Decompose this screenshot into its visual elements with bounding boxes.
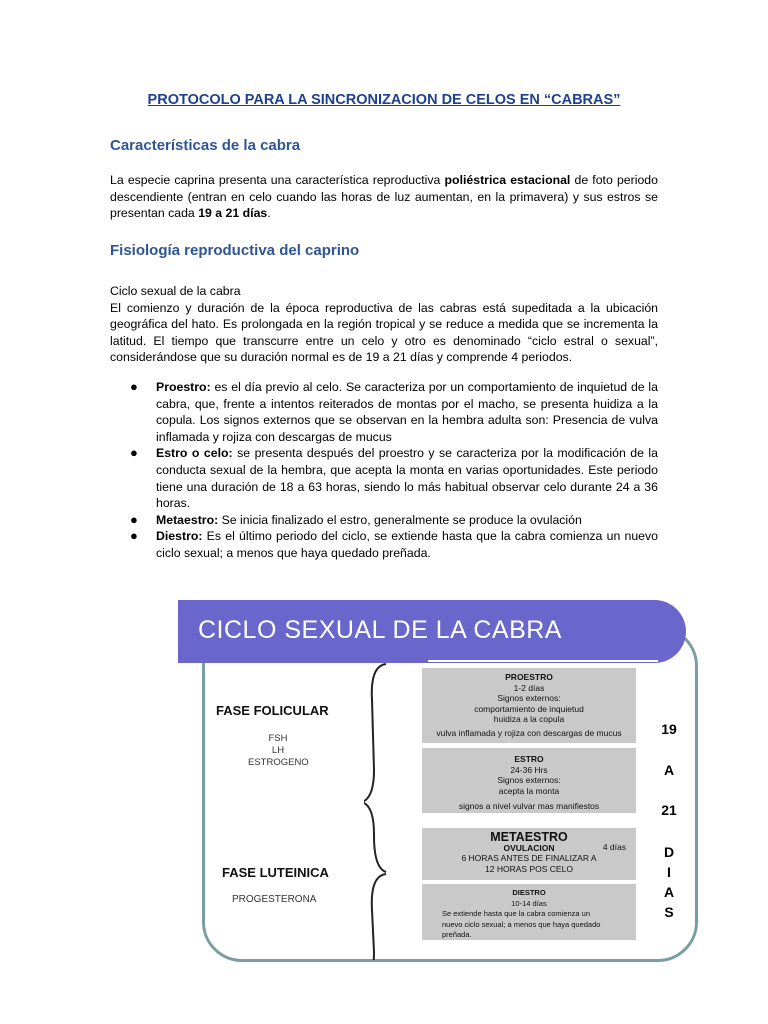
proestro-line: vulva inflamada y rojiza con descargas de mucus	[436, 727, 622, 738]
list-item	[110, 379, 658, 445]
bullet-text: Es el último periodo del ciclo, se extiende hasta que la cabra comienza un nuevo ciclo sexual; a menos que haya quedado preñada.	[156, 529, 658, 560]
subheading-ciclo: Ciclo sexual de la cabra	[110, 284, 241, 298]
text-run: .	[267, 206, 271, 221]
bullet-icon: ●	[130, 528, 138, 544]
banner-underline	[428, 660, 658, 662]
text-run: La especie caprina presenta una característica reproductiva	[110, 173, 445, 187]
metaestro-line: 12 HORAS POS CELO	[485, 863, 573, 874]
document-title: PROTOCOLO PARA LA SINCRONIZACION DE CELOS EN “CABRAS”	[147, 92, 621, 108]
bold-text: 19 a 21 días	[198, 206, 268, 221]
brace-icon	[364, 660, 404, 960]
metaestro-line: OVULACION	[503, 842, 555, 853]
text-run: de foto periodo descendiente (entran en celo cuando las horas de luz aumentan, en la primavera) y sus estros se presentan cada	[110, 173, 658, 221]
estro-line: signos a nivel vulvar mas manifiestos	[458, 801, 600, 811]
cycle-diagram	[178, 600, 698, 970]
bullet-text: Se inicia finalizado el estro, generalmente se produce la ovulación	[218, 512, 582, 527]
diestro-name: DIESTRO	[512, 888, 546, 897]
diestro-line: Se extiende hasta que la cabra comienza un	[442, 909, 591, 918]
proestro-name: PROESTRO	[505, 672, 553, 682]
paragraph-ciclo-sexual	[110, 283, 658, 366]
proestro-box	[422, 668, 636, 743]
estro-box	[422, 748, 636, 813]
bullet-icon: ●	[130, 379, 138, 394]
side-label-s: S	[664, 904, 674, 920]
periods-list	[110, 379, 658, 562]
side-label-i: I	[667, 864, 671, 880]
bullet-term: Diestro:	[156, 529, 203, 544]
metaestro-box	[422, 828, 636, 880]
hormone-estrogeno: ESTROGENO	[248, 757, 309, 768]
metaestro-name: METAESTRO	[490, 830, 568, 844]
fase-luteinica-label: FASE LUTEINICA	[222, 865, 329, 880]
paragraph-caracteristicas	[110, 172, 658, 222]
bullet-term: Estro o celo:	[156, 446, 233, 461]
bullet-text: se presenta después del proestro y se caracteriza por la modificación de la conducta sexual de la hembra, que acepta la monta en varias oportunidades. Este periodo tiene una duración de 18 a 63 horas, siendo lo más habitual observar celo durante 24 a 36 horas.	[156, 446, 659, 511]
side-label-21: 21	[661, 802, 677, 818]
section-heading-fisiologia: Fisiología reproductiva del caprino	[110, 242, 360, 259]
list-item	[110, 512, 658, 529]
diestro-days: 10-14 días	[511, 898, 547, 908]
diestro-box	[422, 884, 636, 940]
estro-name: ESTRO	[514, 754, 544, 764]
side-label-a2: A	[663, 884, 675, 900]
list-item	[110, 528, 658, 561]
diestro-line: nuevo ciclo sexual; a menos que haya quedado	[442, 919, 601, 929]
proestro-line: huidiza a la copula	[493, 714, 565, 724]
diagram-banner	[178, 600, 686, 663]
estro-line: Signos externos:	[497, 775, 561, 785]
bullet-text: es el día previo al celo. Se caracteriza por un comportamiento de inquietud de la cabra, que, frente a intentos reiterados de montas por el macho, se presenta huidiza a la copula. Los signos externos que se observan en la hembra adulta son: Presencia de vulva inflamada y rojiza con descargas de mucus	[156, 380, 658, 444]
proestro-days: 1-2 días	[513, 682, 545, 693]
proestro-line: Signos externos:	[497, 693, 561, 703]
list-item	[110, 445, 658, 511]
diestro-line: preñada.	[442, 930, 472, 939]
paragraph-ciclo-text: El comienzo y duración de la época reproductiva de las cabras está supeditada a la ubicación geográfica del hato. Es prolongada en la región tropical y se reduce a medida que se incrementa la latitud. El tiempo que transcurre entre un celo y otro es denominado “ciclo estral o sexual”, considerándose que su duración normal es de 19 a 21 días y comprende 4 periodos.	[110, 300, 658, 365]
section-heading-caracteristicas: Características de la cabra	[110, 137, 301, 154]
estro-days: 24-36 Hrs	[510, 764, 548, 775]
bullet-term: Proestro:	[156, 380, 211, 394]
bullet-term: Metaestro:	[156, 512, 219, 527]
fase-folicular-label: FASE FOLICULAR	[216, 703, 329, 718]
hormones-folicular	[248, 733, 308, 769]
side-label-d: D	[663, 844, 675, 860]
bullet-icon: ●	[130, 445, 138, 461]
hormone-fsh: FSH	[268, 733, 288, 744]
hormone-lh: LH	[271, 745, 285, 756]
proestro-line: comportamiento de inquietud	[474, 703, 584, 714]
bullet-icon: ●	[130, 511, 138, 527]
estro-line: acepta la monta	[498, 785, 560, 796]
hormone-progesterona: PROGESTERONA	[232, 894, 317, 905]
diagram-title: CICLO SEXUAL DE LA CABRA	[198, 616, 562, 644]
metaestro-days: 4 días	[602, 842, 626, 852]
side-label-a: A	[663, 762, 675, 778]
side-label-19: 19	[661, 721, 677, 737]
metaestro-line: 6 HORAS ANTES DE FINALIZAR A	[461, 853, 597, 863]
bold-text: poliéstrica estacional	[444, 173, 571, 187]
